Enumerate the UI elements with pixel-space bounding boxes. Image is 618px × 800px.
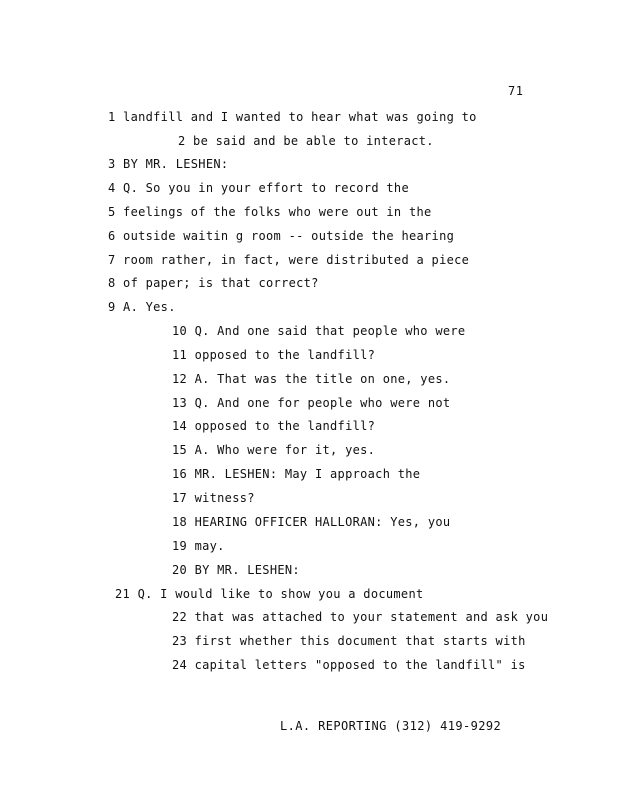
transcript-line-12: 12 A. That was the title on one, yes. [172, 372, 451, 386]
transcript-line-24: 24 capital letters "opposed to the landfill" is [172, 658, 526, 672]
transcript-line-17: 17 witness? [172, 491, 255, 505]
transcript-line-16: 16 MR. LESHEN: May I approach the [172, 467, 421, 481]
transcript-line-15: 15 A. Who were for it, yes. [172, 443, 376, 457]
reporter-footer: L.A. REPORTING (312) 419-9292 [280, 719, 502, 733]
transcript-line-18: 18 HEARING OFFICER HALLORAN: Yes, you [172, 515, 451, 529]
transcript-line-11: 11 opposed to the landfill? [172, 348, 376, 362]
transcript-line-22: 22 that was attached to your statement and ask you [172, 610, 549, 624]
transcript-line-19: 19 may. [172, 539, 225, 553]
transcript-line-7: 7 room rather, in fact, were distributed a piece [108, 253, 470, 267]
transcript-line-4: 4 Q. So you in your effort to record the [108, 181, 409, 195]
transcript-line-14: 14 opposed to the landfill? [172, 419, 376, 433]
transcript-line-1: 1 landfill and I wanted to hear what was going to [108, 110, 477, 124]
transcript-line-5: 5 feelings of the folks who were out in the [108, 205, 432, 219]
transcript-line-21: 21 Q. I would like to show you a document [115, 587, 424, 601]
transcript-line-13: 13 Q. And one for people who were not [172, 396, 451, 410]
transcript-line-6: 6 outside waitin g room -- outside the hearing [108, 229, 455, 243]
page-number: 71 [508, 84, 524, 98]
transcript-line-10: 10 Q. And one said that people who were [172, 324, 466, 338]
transcript-line-20: 20 BY MR. LESHEN: [172, 563, 300, 577]
transcript-line-9: 9 A. Yes. [108, 300, 176, 314]
transcript-line-8: 8 of paper; is that correct? [108, 276, 319, 290]
transcript-line-23: 23 first whether this document that starts with [172, 634, 526, 648]
transcript-line-2: 2 be said and be able to interact. [178, 134, 434, 148]
transcript-line-3: 3 BY MR. LESHEN: [108, 157, 229, 171]
